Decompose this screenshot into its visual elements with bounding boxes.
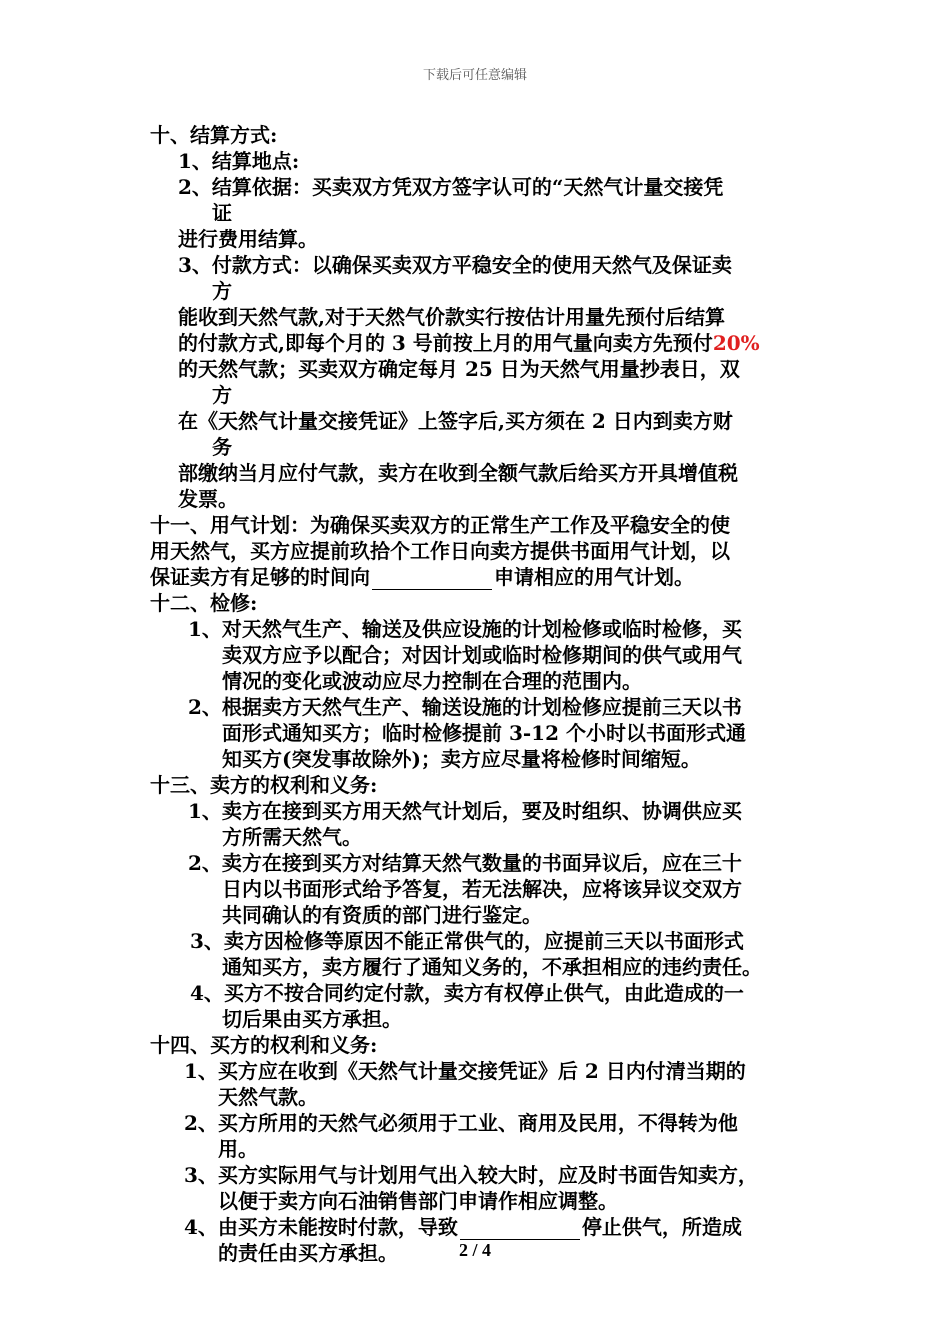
clause-13-1-cont: 方所需天然气。 [222, 825, 362, 849]
section-11-line-1: 十一、用气计划：为确保买卖双方的正常生产工作及平稳安全的使 [150, 513, 730, 537]
clause-12-2: 2、根据卖方天然气生产、输送设施的计划检修应提前三天以书 [188, 695, 742, 719]
clause-13-4-cont: 切后果由买方承担。 [222, 1007, 402, 1031]
clause-10-3-cont-2 [0, 330, 950, 356]
section-11-line-3-b: 申请相应的用气计划。 [494, 565, 694, 589]
section-14-title: 十四、买方的权利和义务: [150, 1033, 378, 1057]
clause-14-4-b: 停止供气，所造成 [581, 1215, 742, 1239]
clause-13-1: 1、卖方在接到买方用天然气计划后，要及时组织、协调供应买 [188, 799, 742, 823]
page-number: 2 / 4 [458, 1240, 491, 1260]
clause-10-3-cont-2-text: 的付款方式,即每个月的 3 号前按上月的用气量向卖方先预付 [178, 331, 713, 355]
clause-10-3-cont-1: 能收到天然气款,对于天然气价款实行按估计用量先预付后结算 [178, 305, 725, 329]
section-11-line-2: 用天然气，买方应提前玖拾个工作日向卖方提供书面用气计划，以 [150, 539, 730, 563]
section-13-title: 十三、卖方的权利和义务: [150, 773, 378, 797]
clause-14-4 [0, 1214, 950, 1240]
clause-10-3-wrap-2: 方 [212, 383, 232, 407]
contract-body [0, 122, 950, 1266]
clause-13-2: 2、卖方在接到买方对结算天然气数量的书面异议后，应在三十 [188, 851, 742, 875]
section-10-title: 十、结算方式: [150, 123, 278, 147]
clause-12-1-cont-1: 卖双方应予以配合；对因计划或临时检修期间的供气或用气 [222, 643, 742, 667]
clause-13-4: 4、买方不按合同约定付款，卖方有权停止供气，由此造成的一 [190, 981, 744, 1005]
clause-10-3-wrap-3: 务 [212, 435, 232, 459]
page-header: 下载后可任意编辑 [422, 68, 527, 83]
clause-14-2: 2、买方所用的天然气必须用于工业、商用及民用，不得转为他 [184, 1111, 738, 1135]
blank-party-field [460, 1219, 580, 1240]
clause-12-2-cont-1: 面形式通知买方；临时检修提前 3-12 个小时以书面形式通 [222, 721, 746, 745]
clause-10-3-cont-5: 部缴纳当月应付气款，卖方在收到全额气款后给买方开具增值税 [178, 461, 738, 485]
prepay-percent: 20% [712, 331, 760, 355]
clause-14-3-cont: 以便于卖方向石油销售部门申请作相应调整。 [218, 1189, 618, 1213]
clause-13-2-cont-1: 日内以书面形式给予答复，若无法解决，应将该异议交双方 [222, 877, 742, 901]
clause-10-3-cont-4: 在《天然气计量交接凭证》上签字后,买方须在 2 日内到卖方财 [178, 409, 733, 433]
clause-14-4-a: 4、由买方未能按时付款，导致 [184, 1215, 458, 1239]
clause-10-3: 3、付款方式：以确保买卖双方平稳安全的使用天然气及保证卖 [178, 253, 732, 277]
section-11-line-3-a: 保证卖方有足够的时间向 [150, 565, 370, 589]
clause-10-2-wrap: 证 [212, 201, 232, 225]
clause-13-3: 3、卖方因检修等原因不能正常供气的，应提前三天以书面形式 [190, 929, 744, 953]
clause-14-1-cont: 天然气款。 [218, 1085, 318, 1109]
clause-10-3-wrap: 方 [212, 279, 232, 303]
clause-14-3: 3、买方实际用气与计划用气出入较大时，应及时书面告知卖方， [184, 1163, 758, 1187]
clause-13-3-cont: 通知买方，卖方履行了通知义务的，不承担相应的违约责任。 [222, 955, 762, 979]
clause-13-2-cont-2: 共同确认的有资质的部门进行鉴定。 [222, 903, 542, 927]
clause-14-2-cont: 用。 [218, 1137, 258, 1161]
clause-12-1: 1、对天然气生产、输送及供应设施的计划检修或临时检修，买 [188, 617, 742, 641]
section-11-line-3 [0, 564, 950, 590]
clause-10-2: 2、结算依据：买卖双方凭双方签字认可的“天然气计量交接凭 [178, 175, 724, 199]
clause-10-3-cont-6: 发票。 [178, 487, 238, 511]
section-12-title: 十二、检修: [150, 591, 258, 615]
clause-12-2-cont-2: 知买方(突发事故除外)；卖方应尽量将检修时间缩短。 [222, 747, 701, 771]
clause-10-1: 1、结算地点: [178, 149, 300, 173]
clause-14-1: 1、买方应在收到《天然气计量交接凭证》后 2 日内付清当期的 [184, 1059, 746, 1083]
clause-12-1-cont-2: 情况的变化或波动应尽力控制在合理的范围内。 [222, 669, 642, 693]
clause-10-2-cont: 进行费用结算。 [178, 227, 318, 251]
clause-10-3-cont-3: 的天然气款；买卖双方确定每月 25 日为天然气用量抄表日，双 [178, 357, 740, 381]
blank-supplier-field [372, 569, 492, 590]
clause-14-4-cont: 的责任由买方承担。 [218, 1241, 398, 1265]
